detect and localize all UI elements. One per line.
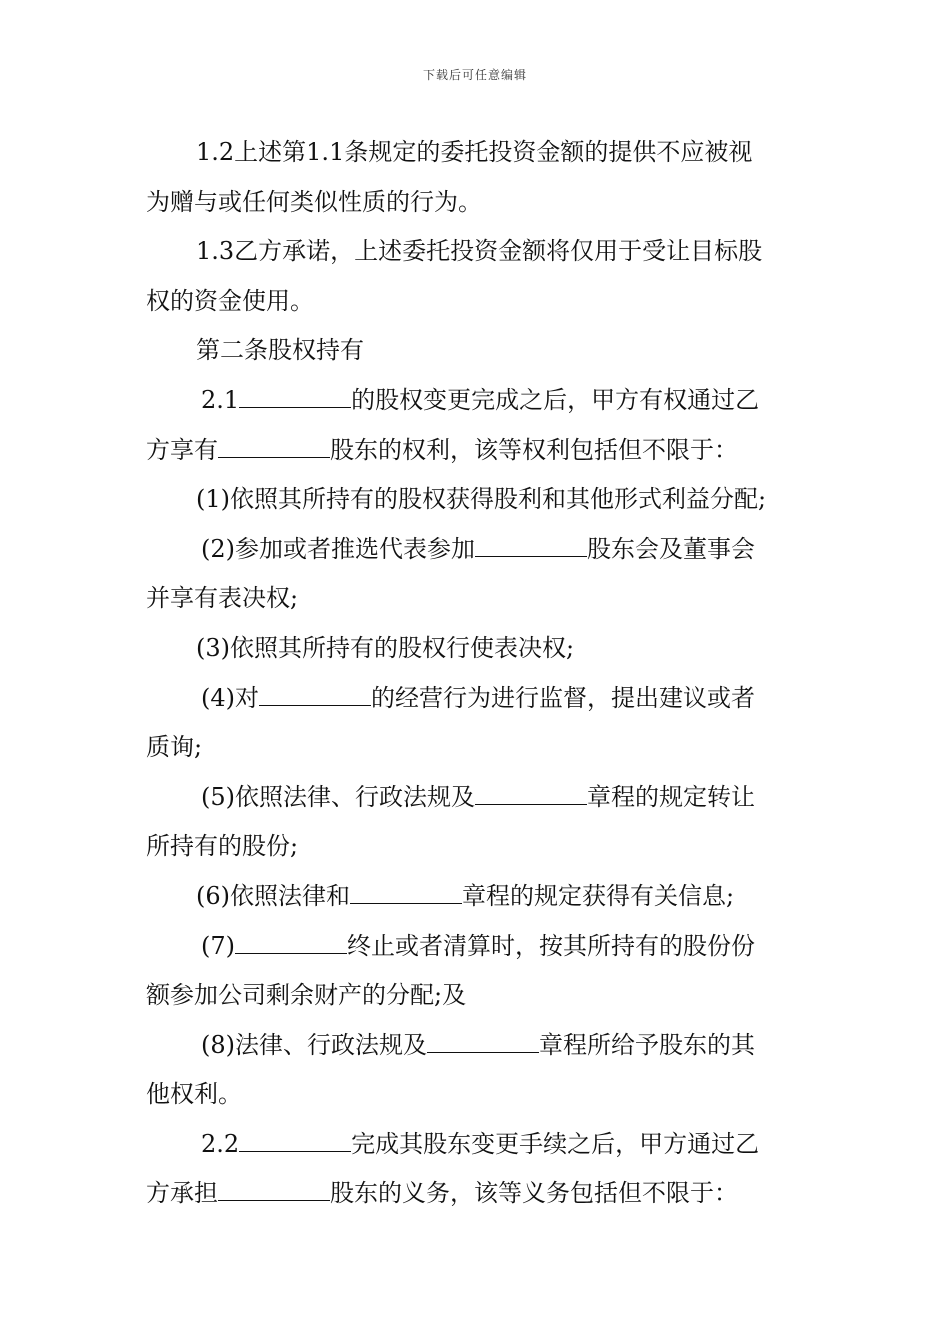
text-segment: (4)对 [201, 683, 259, 712]
fill-in-blank [235, 927, 347, 954]
text-segment: (6)依照法律和 [196, 881, 350, 910]
fill-in-blank [259, 679, 371, 706]
clause-1-3-line-2: 权的资金使用。 [146, 286, 314, 315]
text-segment: 股东会及董事会 [587, 534, 755, 563]
fill-in-blank [350, 877, 462, 904]
text-segment: 章程的规定获得有关信息; [462, 881, 735, 910]
right-item-8-line-2: 他权利。 [146, 1080, 242, 1109]
text-segment: 2.2 [201, 1129, 240, 1158]
clause-2-2-line-2 [146, 1169, 808, 1219]
right-item-3: (3)依照其所持有的股权行使表决权; [196, 633, 575, 662]
text-segment: (2)参加或者推选代表参加 [201, 534, 475, 563]
fill-in-blank [218, 1174, 330, 1201]
clause-1-2-line-1: 1.2上述第1.1条规定的委托投资金额的提供不应被视 [196, 138, 753, 166]
article-2-heading: 第二条股权持有 [196, 336, 364, 365]
text-segment: 的经营行为进行监督，提出建议或者 [371, 683, 755, 712]
text-segment: 方承担 [146, 1179, 218, 1208]
clause-2-1-line-1 [146, 376, 808, 426]
right-item-6 [146, 872, 808, 922]
right-item-4-line-2: 质询; [146, 733, 203, 762]
clause-2-1-line-2 [146, 426, 808, 476]
right-item-4-line-1 [146, 674, 808, 724]
right-item-5-line-1 [146, 773, 808, 823]
fill-in-blank [218, 431, 330, 458]
right-item-7-line-1 [146, 922, 808, 972]
right-item-2-line-1 [146, 525, 808, 575]
fill-in-blank [475, 778, 587, 805]
text-segment: (5)依照法律、行政法规及 [201, 782, 475, 811]
clause-1-3-line-1: 1.3乙方承诺，上述委托投资金额将仅用于受让目标股 [196, 237, 763, 266]
right-item-1: (1)依照其所持有的股权获得股利和其他形式利益分配; [196, 485, 767, 514]
fill-in-blank [475, 530, 587, 557]
document-body [146, 128, 808, 1219]
text-segment: 完成其股东变更手续之后，甲方通过乙 [351, 1129, 760, 1158]
text-segment: 章程的规定转让 [587, 782, 755, 811]
fill-in-blank [427, 1026, 539, 1053]
text-segment: 的股权变更完成之后，甲方有权通过乙 [351, 385, 760, 414]
text-segment: 股东的义务，该等义务包括但不限于： [330, 1179, 738, 1208]
fill-in-blank [239, 1125, 351, 1152]
clause-1-2-line-2: 为赠与或任何类似性质的行为。 [146, 187, 482, 216]
page-header-note: 下载后可任意编辑 [422, 68, 527, 82]
text-segment: 股东的权利，该等权利包括但不限于： [330, 435, 738, 464]
text-segment: (8)法律、行政法规及 [201, 1030, 427, 1059]
right-item-8-line-1 [146, 1021, 808, 1071]
text-segment: (7) [201, 931, 235, 960]
text-segment: 2.1 [201, 385, 240, 414]
text-segment: 终止或者清算时，按其所持有的股份份 [347, 931, 755, 960]
clause-2-2-line-1 [146, 1120, 808, 1170]
right-item-5-line-2: 所持有的股份; [146, 832, 299, 861]
right-item-7-line-2: 额参加公司剩余财产的分配;及 [146, 981, 467, 1010]
right-item-2-line-2: 并享有表决权; [146, 584, 299, 613]
text-segment: 章程所给予股东的其 [539, 1030, 755, 1059]
fill-in-blank [239, 381, 351, 408]
text-segment: 方享有 [146, 435, 218, 464]
